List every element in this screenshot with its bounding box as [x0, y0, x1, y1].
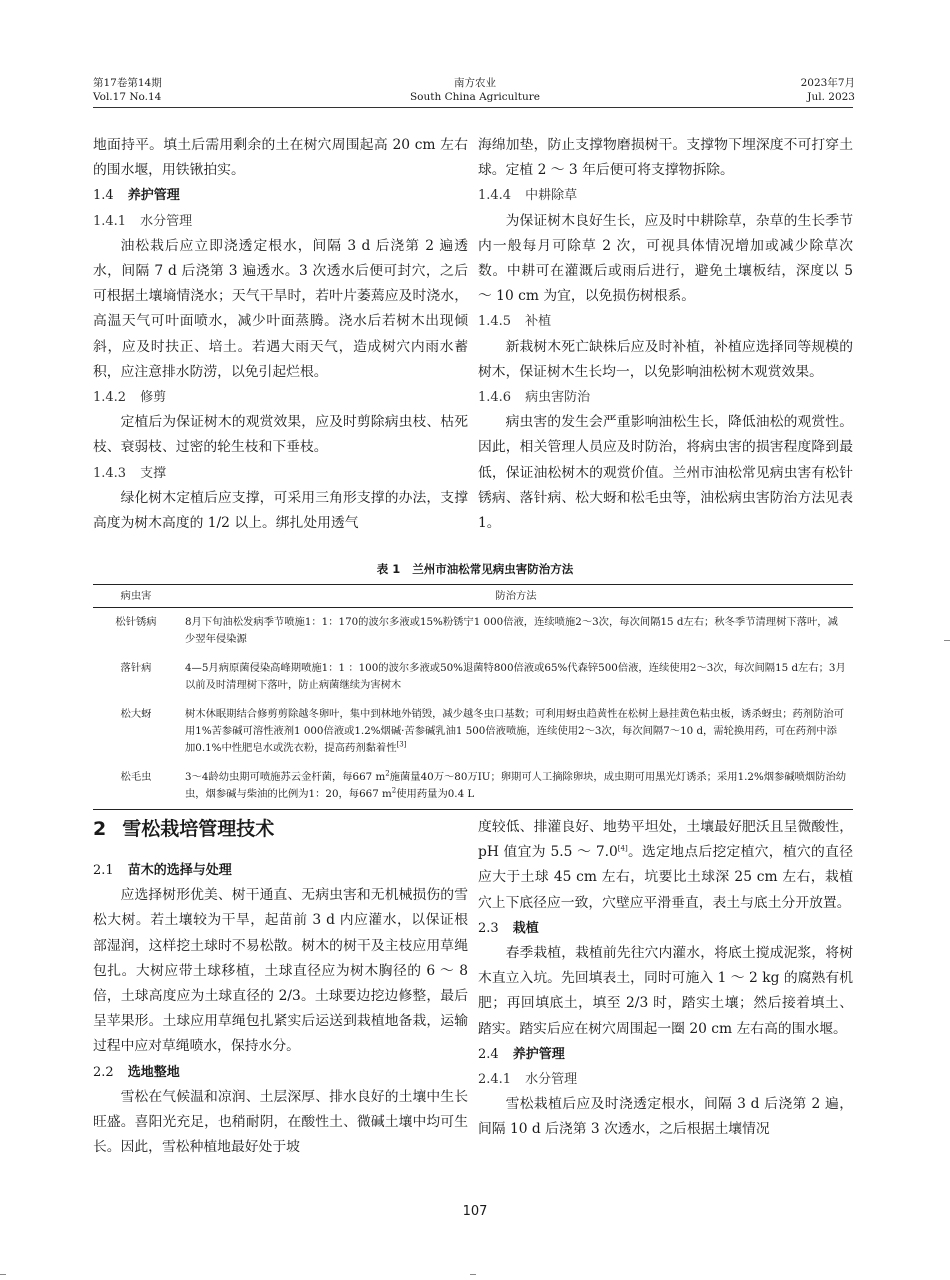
- heading-1-4: 1.4 养护管理: [93, 188, 180, 204]
- heading-2-1: 2.1 苗木的选择与处理: [93, 863, 232, 878]
- journal-title: 南方农业 South China Agriculture: [409, 77, 540, 103]
- bottom-left-column: [93, 858, 468, 1160]
- control-method: 树木休眠期结合修剪剪除越冬卵叶，集中到林地外销毁，减少越冬虫口基数；可利用蚜虫趋黄性在松树上悬挂黄色粘虫板，诱杀蚜虫；药剂防治可用1%苦参碱可溶性液剂1 000倍液或1.2%烟碱·苦参碱乳油1 500倍液喷施，连续使用2～3次，每次间隔7～10 d，需轮换用药，可在药剂中添加0.1%中性肥皂水或洗衣粉，提高药剂黏着性[3]: [185, 708, 844, 754]
- citation-ref: [3]: [396, 740, 407, 749]
- table-header-row: [93, 585, 853, 608]
- paragraph: 为保证树木良好生长，应及时中耕除草，杂草的生长季节内一般每月可除草 2 次，可视具体情况增加或减少除草次数。中耕可在灌溉后或雨后进行，避免土壤板结，深度以 5 ～ 10 cm 为宜，以免损伤树根系。: [478, 212, 853, 305]
- issue-date: 2023年7月 Jul. 2023: [800, 77, 855, 103]
- paragraph: 雪松栽植后应及时浇透定根水，间隔 3 d 后浇第 2 遍，间隔 10 d 后浇第 3 次透水，之后根据土壤情况: [478, 1096, 853, 1138]
- paragraph: 地面持平。填土后需用剩余的土在树穴周围起高 20 cm 左右的围水堰，用铁锹拍实。: [93, 137, 468, 179]
- heading-2-4: 2.4 养护管理: [478, 1046, 565, 1062]
- heading-1-4-4: 1.4.4 中耕除草: [478, 188, 578, 204]
- heading-1-4-1: 1.4.1 水分管理: [93, 213, 193, 229]
- paragraph: 油松栽后应立即浇透定根水，间隔 3 d 后浇第 2 遍透水，间隔 7 d 后浇第 3 遍透水。3 次透水后便可封穴，之后可根据土壤墒情浇水；天气干旱时，若叶片萎蔫应及时浇水，高温天气可叶面喷水，减少叶面蒸腾。浇水后若树木出现倾斜，应及时扶正、培土。若遇大雨天气，造成树穴内雨水蓄积，应注意排水防涝，以免引起烂根。: [93, 237, 468, 380]
- column-header-method: 防治方法: [179, 585, 853, 608]
- paragraph: 海绵加垫，防止支撑物磨损树干。支撑物下埋深度不可打穿土球。定植 2 ～ 3 年后便可将支撑物拆除。: [478, 137, 853, 179]
- crop-mark: [470, 1274, 476, 1275]
- table-row: [93, 700, 853, 763]
- section-2-heading: 2 雪松栽培管理技术: [93, 818, 275, 840]
- control-method: 3～4龄幼虫期可喷施苏云金杆菌，每667 $m^2$施菌量40万～80万IU；卵期可人工摘除卵块，成虫期可用黑光灯诱杀；采用1.2%烟参碱喷烟防治幼虫，烟参碱与柴油的比例为1：20，每667 $m^2$使用药量为0.4 L: [179, 763, 853, 810]
- paragraph: 春季栽植，栽植前先往穴内灌水，将底土搅成泥浆，将树木直立入坑。先回填表土，同时可施入 1 ～ 2 kg 的腐熟有机肥；再回填底土，填至 2/3 时，踏实土壤；然后接着填土、踏实。踏实后应在树穴周围起一圈 20 cm 左右高的围水堰。: [478, 945, 853, 1037]
- paragraph: 绿化树木定植后应支撑，可采用三角形支撑的办法，支撑高度为树木高度的 1/2 以上。绑扎处用透气: [93, 489, 468, 532]
- table-caption: 表 1 兰州市油松常见病虫害防治方法: [376, 562, 574, 576]
- column-header-pest: 病虫害: [93, 585, 179, 608]
- bottom-right-column: [478, 815, 853, 1143]
- heading-1-4-2: 1.4.2 修剪: [93, 390, 167, 406]
- control-method: 8月下旬油松发病季节喷施1：1：170的波尔多液或15%粉锈宁1 000倍液，连续喷施2～3次，每次间隔15 d左右；秋冬季节清理树下落叶，减少翌年侵染源: [185, 616, 838, 645]
- crop-mark: [944, 640, 950, 641]
- citation-ref: [4]: [617, 844, 628, 853]
- heading-2-2: 2.2 选地整地: [93, 1064, 180, 1080]
- pest-name: 松针锈病: [115, 616, 157, 628]
- top-right-column: [478, 133, 853, 536]
- journal-volume: 第17卷第14期 Vol.17 No.14: [93, 77, 162, 103]
- paragraph: 应选择树形优美、树干通直、无病虫害和无机械损伤的雪松大树。若土壤较为干旱，起苗前 3 d 内应灌水，以保证根部湿润，这样挖土球时不易松散。树木的树干及主枝应用草绳包扎。大树应带土球移植，土球直径应为树木胸径的 6 ～ 8 倍，土球高度应为土球直径的 2/3。土球要边挖边修整，最后呈苹果形。土球应用草绳包扎紧实后运送到栽植地备栽，运输过程中应对草绳喷水，保持水分。: [93, 887, 468, 1055]
- pest-control-table: [93, 584, 853, 810]
- heading-1-4-3: 1.4.3 支撑: [93, 465, 167, 481]
- pest-name: 松大蚜: [120, 708, 152, 720]
- heading-1-4-5: 1.4.5 补植: [478, 314, 552, 330]
- table-row: [93, 608, 853, 655]
- paragraph: 雪松在气候温和凉润、土层深厚、排水良好的土壤中生长旺盛。喜阳光充足，也稍耐阴，在酸性土、微碱土壤中均可生长。因此，雪松种植地最好处于坡: [93, 1088, 468, 1156]
- heading-2-3: 2.3 栽植: [478, 920, 539, 936]
- paragraph: 病虫害的发生会严重影响油松生长，降低油松的观赏性。因此，相关管理人员应及时防治，将病虫害的损害程度降到最低，保证油松树木的观赏价值。兰州市油松常见病虫害有松针锈病、落针病、松大蚜和松毛虫等，油松病虫害防治方法见表 1。: [478, 414, 853, 532]
- pest-name: 松毛虫: [93, 763, 179, 810]
- control-method: 4—5月病原菌侵染高峰期喷施1：1 ：100的波尔多液或50%退菌特800倍液或65%代森锌500倍液，连续使用2～3次，每次间隔15 d左右；3月以前及时清理树下落叶，防止病菌继续为害树木: [185, 662, 846, 691]
- heading-2-4-1: 2.4.1 水分管理: [478, 1072, 578, 1088]
- paragraph: 度较低、排灌良好、地势平坦处，土壤最好肥沃且呈微酸性，pH 值宜为 5.5 ～ 7.0[4]。选定地点后挖定植穴，植穴的直径应大于土球 45 cm 左右，坑要比土球深 25 cm 左右，栽植穴上下底径应一致，穴壁应平滑垂直，表土与底土分开放置。: [478, 819, 853, 911]
- top-left-column: [93, 133, 468, 536]
- pest-name: 落针病: [120, 662, 152, 674]
- heading-1-4-6: 1.4.6 病虫害防治: [478, 390, 591, 406]
- table-row: [93, 763, 853, 810]
- header-rule: [93, 107, 853, 108]
- page-number: 107: [462, 1204, 488, 1219]
- table-row: [93, 654, 853, 700]
- paragraph: 定植后为保证树木的观赏效果，应及时剪除病虫枝、枯死枝、衰弱枝、过密的轮生枝和下垂枝。: [93, 414, 468, 456]
- crop-mark: [0, 1274, 6, 1275]
- paragraph: 新栽树木死亡缺株后应及时补植，补植应选择同等规模的树木，保证树木生长均一，以免影响油松树木观赏效果。: [478, 338, 853, 380]
